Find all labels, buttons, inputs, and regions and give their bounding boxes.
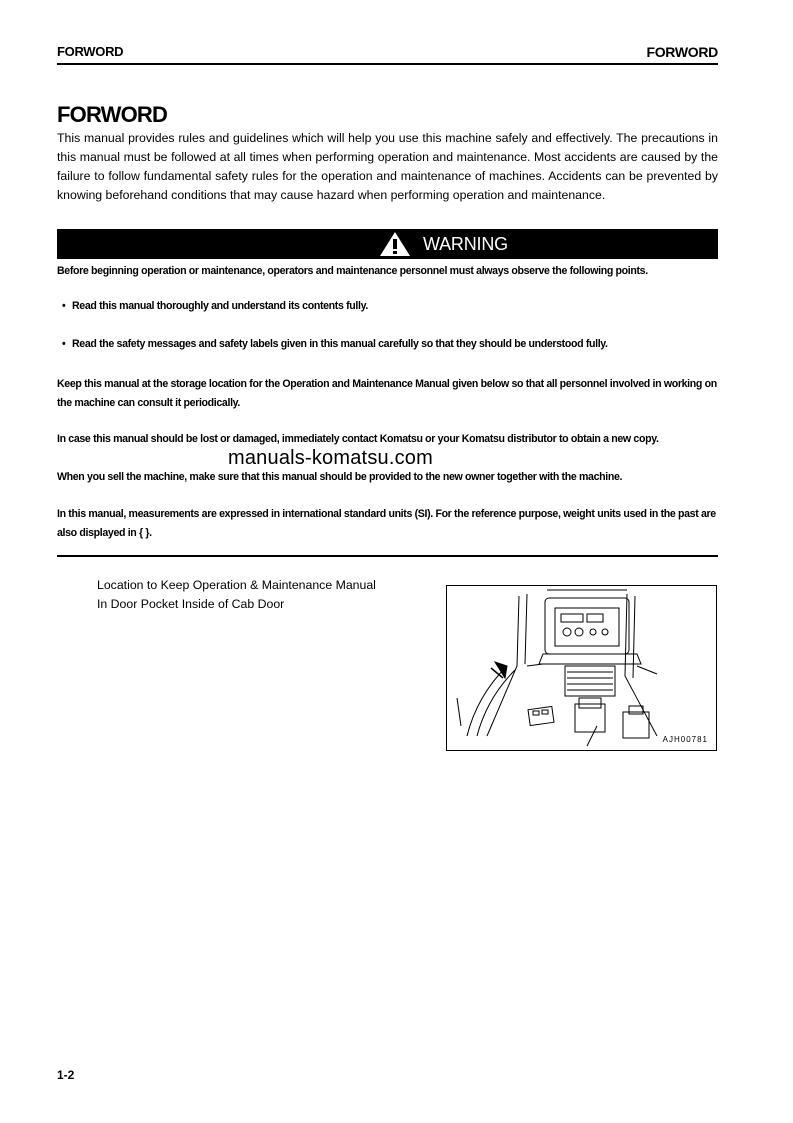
storage-location-line-1: Location to Keep Operation & Maintenance Manual: [97, 578, 376, 592]
storage-location-caption: [97, 576, 376, 614]
header-left-title: FORWORD: [57, 44, 124, 59]
bullet-dot: •: [62, 300, 66, 312]
watermark-text: manuals-komatsu.com: [228, 447, 433, 469]
lost-manual-paragraph: In case this manual should be lost or damaged, immediately contact Komatsu or your Komatsu distributor to obtain a new copy.: [57, 433, 659, 445]
warning-bullet-2-text: Read the safety messages and safety labels given in this manual carefully so that they should be understood fully.: [72, 338, 608, 350]
warning-bullet-1: [62, 300, 368, 312]
header-right-title: FORWORD: [646, 44, 718, 60]
warning-bullet-1-text: Read this manual thoroughly and understand its contents fully.: [72, 300, 368, 312]
keep-manual-paragraph: Keep this manual at the storage location for the Operation and Maintenance Manual given below so that all personnel involved in working on the machine can consult it periodically.: [57, 378, 717, 409]
storage-location-line-2: In Door Pocket Inside of Cab Door: [97, 597, 285, 611]
units-paragraph: In this manual, measurements are expressed in international standard units (SI). For the reference purpose, weight units used in the past are also displayed in { }.: [57, 508, 716, 539]
warning-label: WARNING: [423, 233, 508, 254]
warning-triangle-icon: [379, 231, 411, 257]
warning-lead: Before beginning operation or maintenance, operators and maintenance personnel must always observe the following points.: [57, 265, 648, 277]
sell-machine-paragraph: When you sell the machine, make sure that this manual should be provided to the new owner together with the machine.: [57, 471, 623, 483]
header-rule: [57, 63, 718, 65]
figure-code: AJH00781: [662, 735, 708, 744]
cab-interior-drawing: [447, 586, 716, 750]
cab-door-illustration: [446, 585, 717, 751]
section-rule: [57, 555, 718, 557]
warning-banner: [57, 229, 718, 259]
bullet-dot: •: [62, 338, 66, 350]
intro-paragraph: This manual provides rules and guidelines which will help you use this machine safely and effectively. The precautions in this manual must be followed at all times when performing operation and maintenance. Most accidents are caused by the failure to follow fundamental safety rules for the operation and maintenance of machines. Accidents can be prevented by knowing beforehand conditions that may cause hazard when performing operation and maintenance.: [57, 131, 718, 202]
warning-bullet-2: [62, 338, 608, 350]
page-number: 1-2: [57, 1068, 75, 1082]
page-title: FORWORD: [57, 102, 168, 127]
